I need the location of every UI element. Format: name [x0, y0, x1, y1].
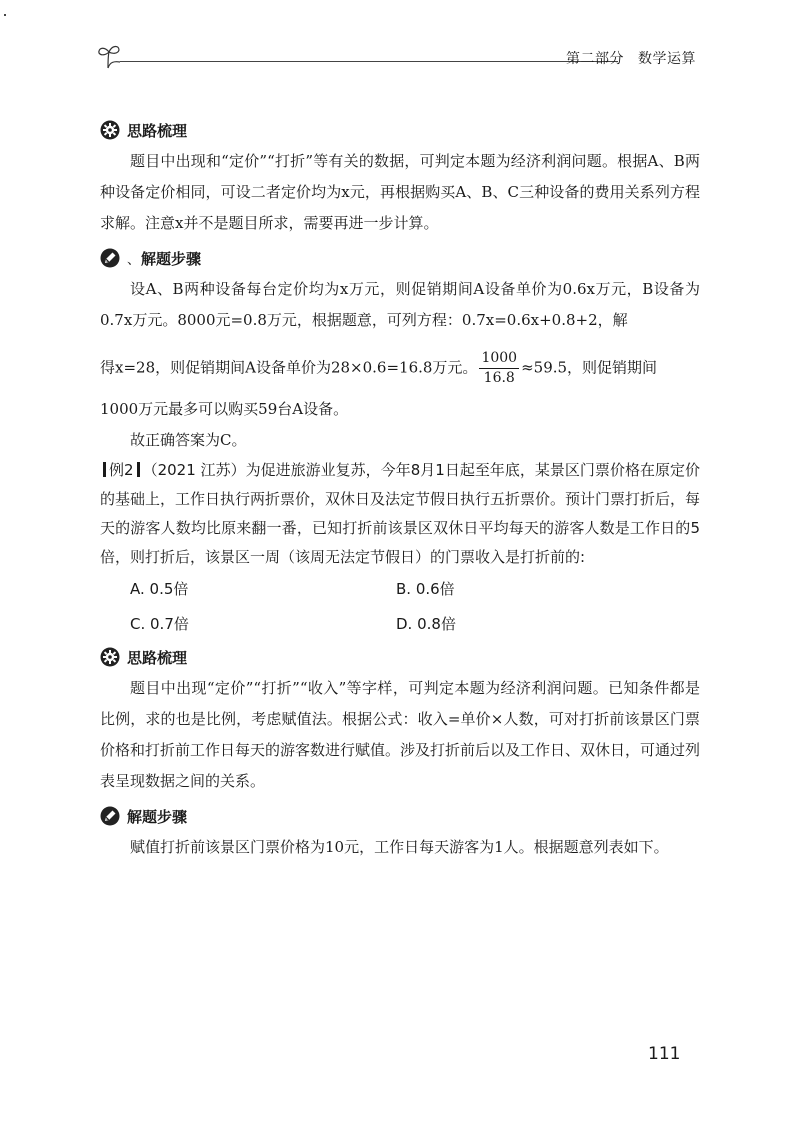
fraction-line — [100, 336, 700, 394]
page-number: 111 — [648, 1044, 681, 1064]
answer-line: 故正确答案为C。 — [130, 431, 247, 449]
section-title-text: 思路梳理 — [127, 648, 188, 667]
pen-icon — [100, 248, 120, 268]
section-title-analysis-2 — [100, 644, 700, 670]
pen-icon — [100, 806, 120, 826]
fraction — [479, 349, 519, 388]
example-2-text — [100, 456, 700, 572]
analysis-paragraph-2: 题目中出现“定价”“打折”“收入”等字样，可判定本题为经济利润问题。已知条件都是比例，求的也是比例，考虑赋值法。根据公式：收入=单价×人数，可对打折前该景区门票价格和打折前工作日每天的游客数进行赋值。涉及打折前后以及工作日、双休日，可通过列表呈现数据之间的关系。 — [100, 679, 701, 790]
analysis-paragraph-1: 题目中出现和“定价”“打折”等有关的数据，可判定本题为经济利润问题。根据A、B两种设备定价相同，可设二者定价均为x元，再根据购买A、B、C三种设备的费用关系列方程求解。注意x并不是题目所求，需要再进一步计算。 — [100, 152, 700, 232]
section-title-text: 思路梳理 — [127, 121, 188, 140]
section-title-steps — [100, 245, 700, 271]
fraction-denominator: 16.8 — [483, 370, 515, 386]
header-title — [566, 48, 696, 68]
running-header — [96, 42, 700, 72]
fraction-line-suffix: ≈59.5，则促销期间 — [521, 358, 658, 377]
header-part: 第二部分 — [566, 51, 624, 67]
answer-options — [100, 572, 700, 644]
option-a: A. 0.5倍 — [130, 580, 189, 598]
option-c: C. 0.7倍 — [130, 615, 189, 633]
title-separator: 、 — [127, 252, 141, 268]
sprout-icon — [96, 42, 124, 72]
gear-icon — [100, 647, 120, 667]
option-d: D. 0.8倍 — [396, 615, 456, 633]
gear-icon — [100, 120, 120, 140]
label-bar-left — [103, 462, 106, 477]
scan-dot — [4, 14, 6, 16]
section-title-text: 解题步骤 — [127, 807, 188, 826]
fraction-line-prefix: 得x=28，则促销期间A设备单价为28×0.6=16.8万元。 — [100, 358, 478, 377]
section-title-analysis — [100, 117, 700, 143]
section-title-text: 解题步骤 — [141, 249, 202, 268]
option-b: B. 0.6倍 — [396, 580, 455, 598]
example-2-question: （2021 江苏）为促进旅游业复苏，今年8月1日起至年底，某景区门票价格在原定价的基础上，工作日执行两折票价，双休日及法定节假日执行五折票价。预计门票打折后，每天的游客人数均比原来翻一番，已知打折前该景区双休日平均每天的游客人数是工作日的5倍，则打折后，该景区一周（该周无法定节假日）的门票收入是打折前的: — [100, 461, 701, 566]
header-chapter: 数学运算 — [638, 51, 696, 67]
fraction-numerator: 1000 — [479, 349, 519, 369]
steps-paragraph-1: 设A、B两种设备每台定价均为x万元，则促销期间A设备单价为0.6x万元，B设备为0.7x万元。8000元=0.8万元，根据题意，可列方程：0.7x=0.6x+0.8+2，解 — [100, 280, 700, 329]
label-bar-right — [137, 462, 140, 477]
steps-paragraph-2: 1000万元最多可以购买59台A设备。 — [100, 400, 349, 418]
page-content — [100, 117, 700, 863]
header-rule — [120, 61, 618, 62]
steps-paragraph-3: 赋值打折前该景区门票价格为10元，工作日每天游客为1人。根据题意列表如下。 — [130, 838, 669, 856]
example-2-label: 例2 — [109, 461, 134, 479]
section-title-steps-2 — [100, 803, 700, 829]
